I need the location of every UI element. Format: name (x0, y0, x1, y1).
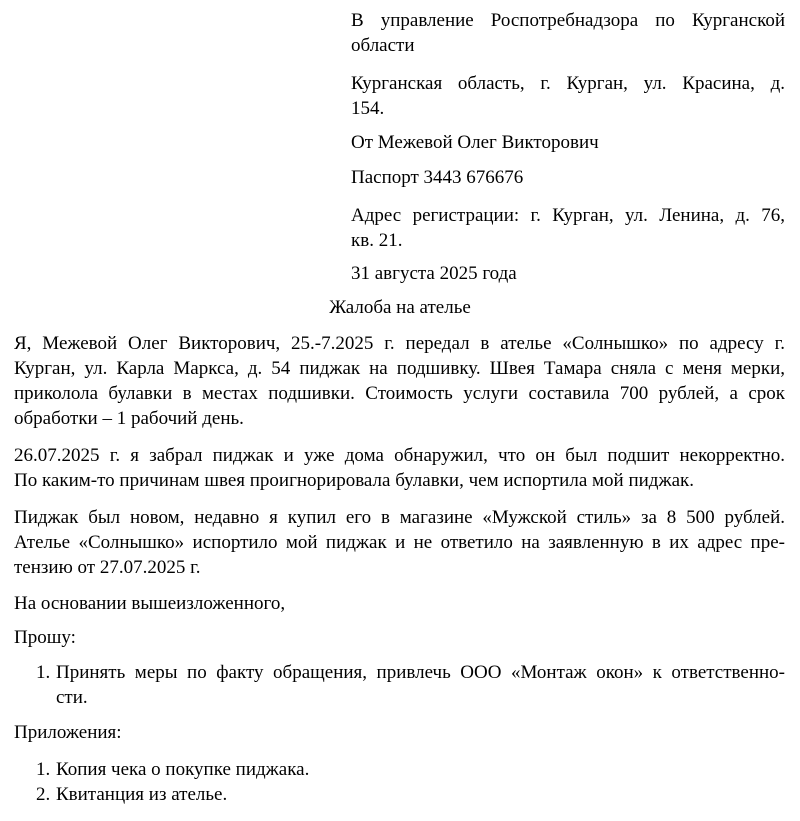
sender-name: От Межевой Олег Викторович (351, 132, 599, 153)
registration-line-2: кв. 21. (351, 230, 403, 251)
paragraph-line: Ателье «Солнышко» испортило мой пиджак и не ответило на заявленную в их адрес пре- (14, 532, 785, 553)
list-number: 1. (36, 662, 51, 683)
passport-line: Паспорт 3443 676676 (351, 167, 524, 188)
attachment-text: Копия чека о покупке пиджака. (56, 759, 310, 780)
paragraph-line: обработки – 1 рабочий день. (14, 408, 244, 429)
document-title: Жалоба на ателье (329, 297, 471, 318)
document-date: 31 августа 2025 года (351, 263, 517, 284)
paragraph-line: Пиджак был новом, недавно я купил его в магазине «Мужской стиль» за 8 500 рублей. (14, 507, 785, 528)
paragraph-line: Я, Межевой Олег Викторович, 25.-7.2025 г. передал в ателье «Солнышко» по адресу г. (14, 333, 785, 354)
request-item-line-1: Принять меры по факту обращения, привлечь ООО «Монтаж окон» к ответственно- (56, 662, 785, 683)
addressee-line-2: области (351, 35, 415, 56)
paragraph-line: тензию от 27.07.2025 г. (14, 557, 201, 578)
paragraph-line: Курган, ул. Карла Маркса, д. 54 пиджак на подшивку. Швея Тамара сняла с меня мерки, (14, 358, 785, 379)
paragraph-line: 26.07.2025 г. я забрал пиджак и уже дома обнаружил, что он был подшит некорректно. (14, 445, 785, 466)
address-line-2: 154. (351, 98, 385, 119)
list-number: 1. (36, 759, 51, 780)
request-heading: Прошу: (14, 627, 76, 648)
attachments-heading: Приложения: (14, 722, 122, 743)
address-line-1: Курганская область, г. Курган, ул. Красина, д. (351, 73, 785, 94)
paragraph-line: приколола булавки в местах подшивки. Стоимость услуги составила 700 рублей, а срок (14, 383, 785, 404)
list-number: 2. (36, 784, 51, 805)
registration-line-1: Адрес регистрации: г. Курган, ул. Ленина, д. 76, (351, 205, 785, 226)
paragraph-line: По каким-то причинам швея проигнорировала булавки, чем испортила мой пиджак. (14, 470, 694, 491)
addressee-line-1: В управление Роспотребнадзора по Курганской (351, 10, 785, 31)
attachment-text: Квитанция из ателье. (56, 784, 228, 805)
request-item-line-2: сти. (56, 687, 88, 708)
paragraph-4: На основании вышеизложенного, (14, 593, 286, 614)
